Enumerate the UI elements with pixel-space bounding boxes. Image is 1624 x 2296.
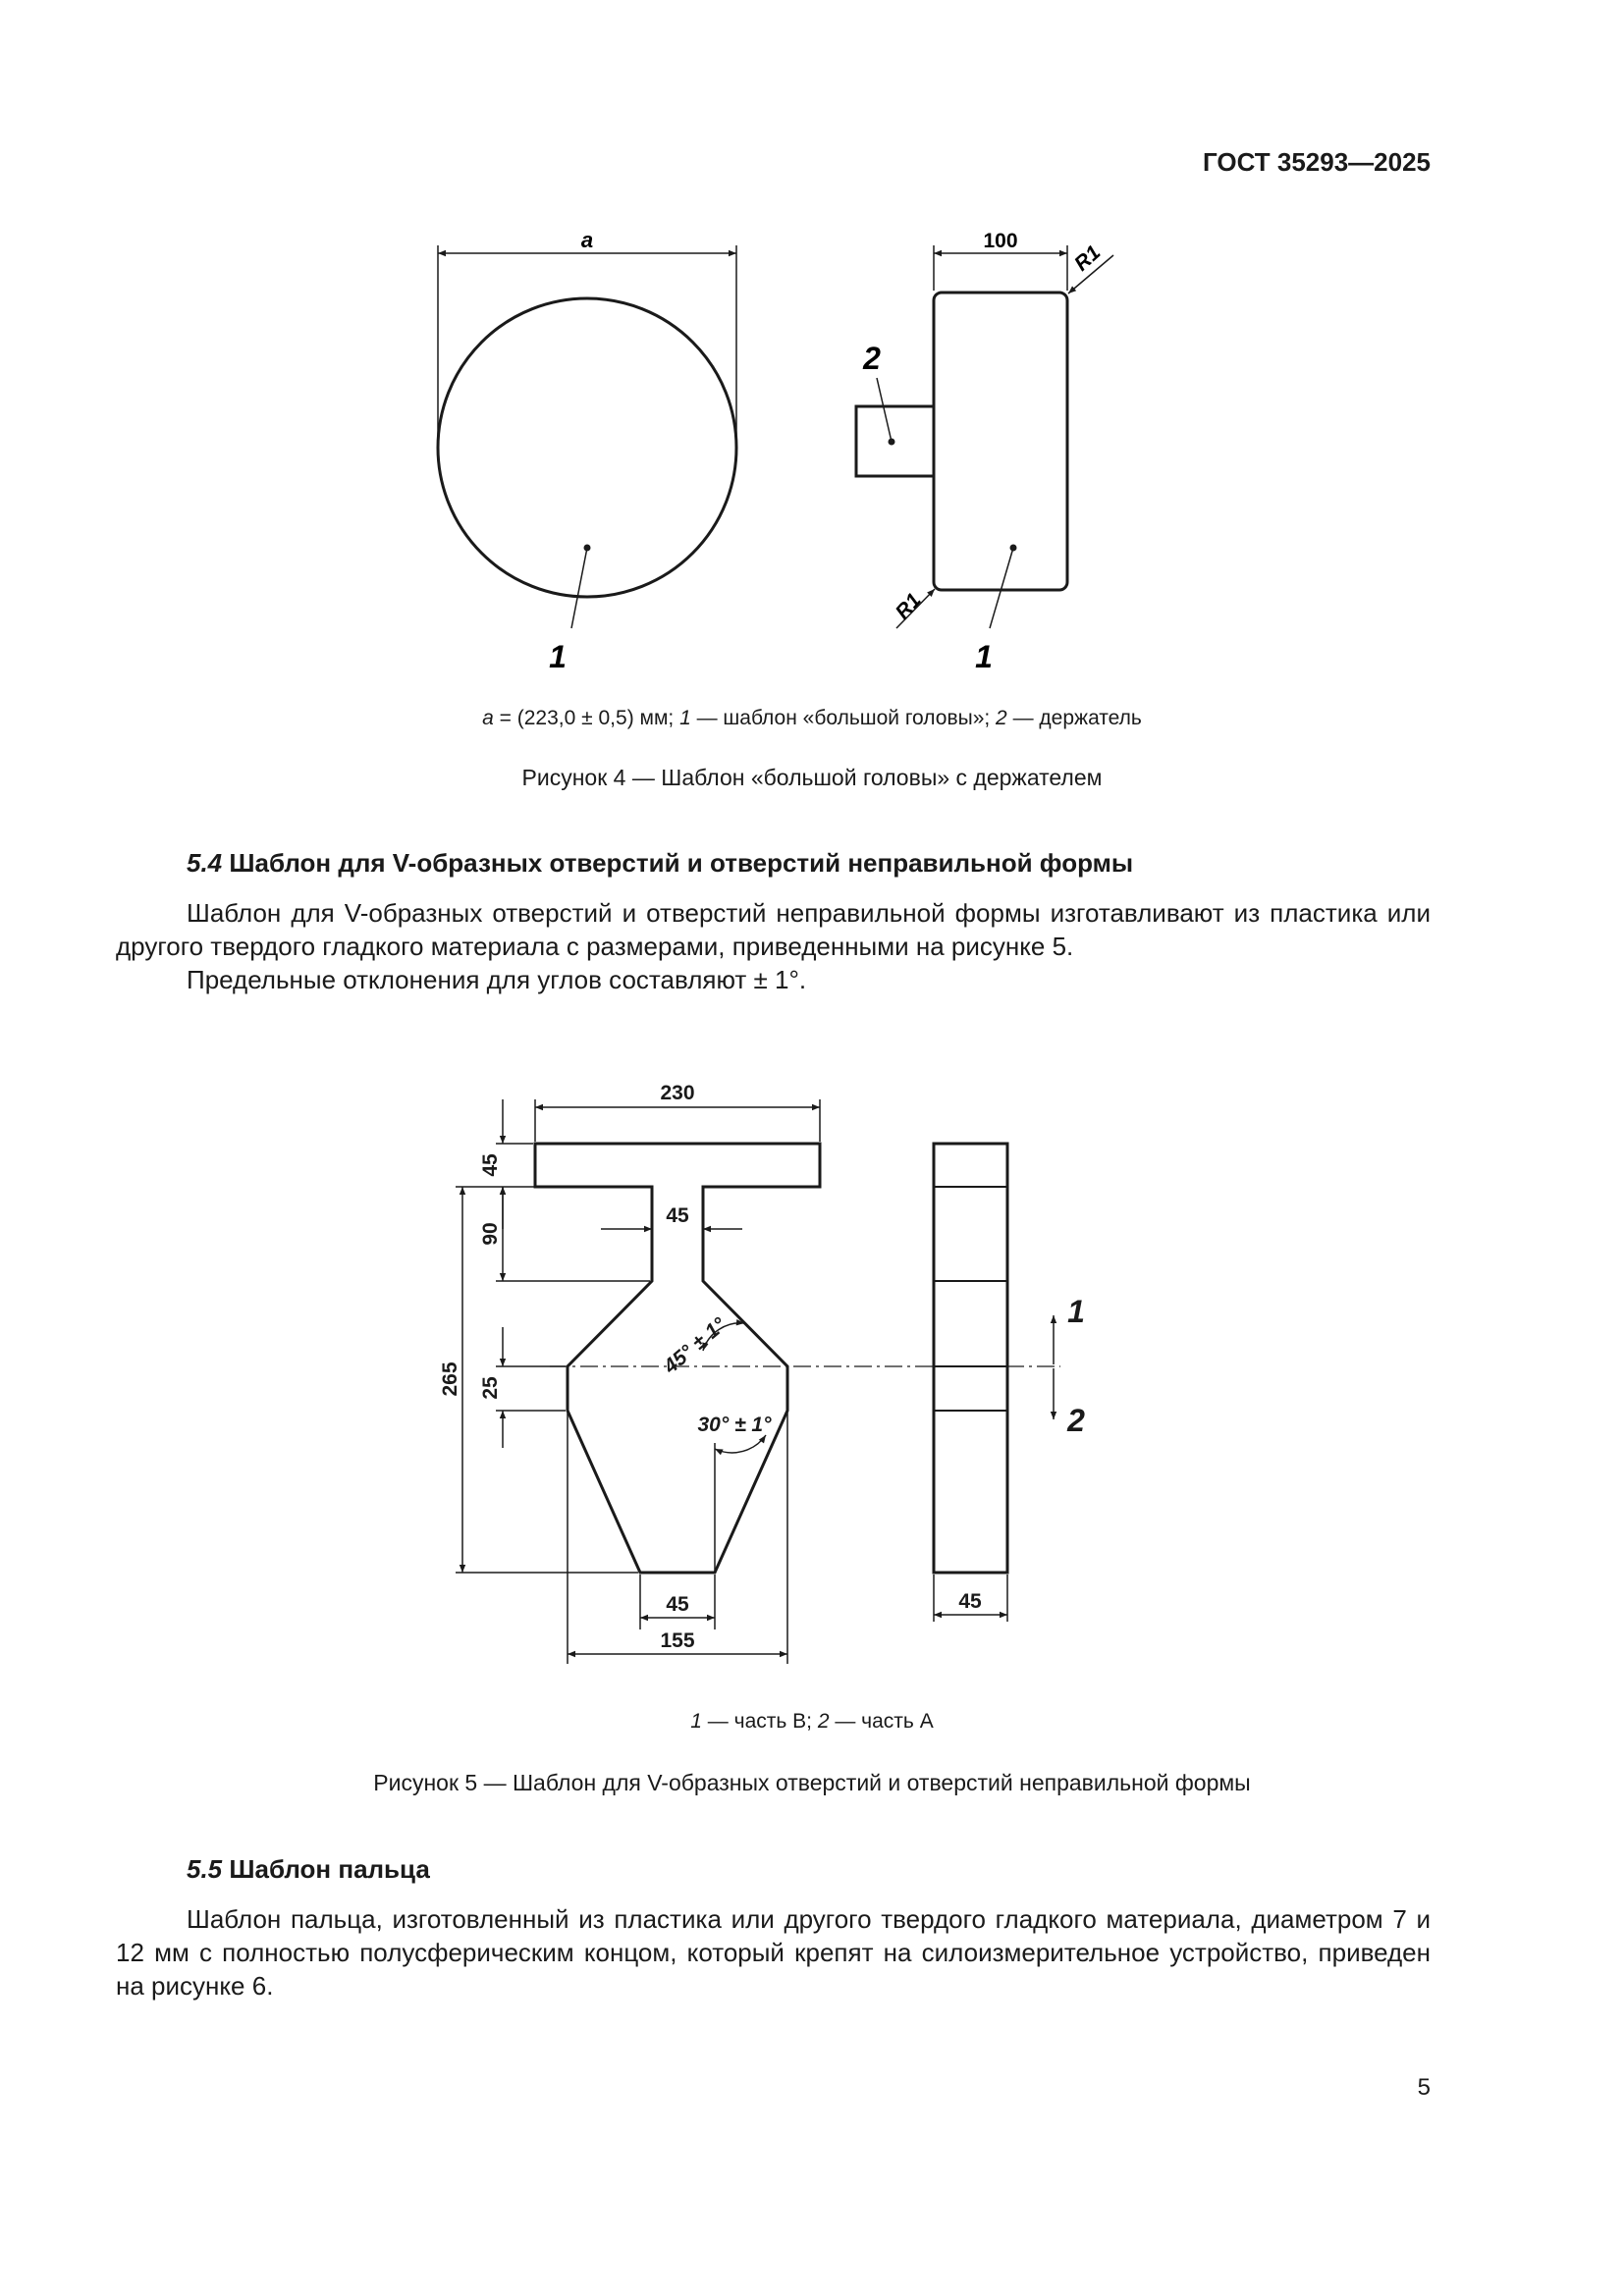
dimension-45-thickness: 45 (958, 1590, 982, 1613)
section-5-4-paragraph-2: Предельные отклонения для углов составляют ± 1°. (187, 965, 807, 994)
figure-4-legend: a = (223,0 ± 0,5) мм; 1 — шаблон «большой головы»; 2 — держатель (482, 707, 1142, 729)
holder (856, 406, 934, 476)
dimension-45-neck: 45 (666, 1204, 689, 1227)
dimension-230: 230 (660, 1082, 695, 1104)
radius-bottom-label: R1 (891, 588, 926, 624)
callout-1-right: 1 (975, 639, 993, 674)
callout-part-a: 2 (1067, 1403, 1085, 1438)
callout-1-left: 1 (549, 639, 567, 674)
dimension-a: a (580, 228, 594, 252)
side-view (934, 1144, 1007, 1573)
figure-4-title: Рисунок 4 — Шаблон «большой головы» с держателем (521, 765, 1103, 790)
page-number: 5 (1417, 2074, 1431, 2101)
dimension-25: 25 (479, 1376, 502, 1400)
figure-5-legend: 1 — часть В; 2 — часть А (690, 1710, 934, 1733)
dimension-100: 100 (983, 230, 1018, 252)
angle-45-label: 45° ± 1° (659, 1313, 731, 1378)
section-5-5-heading: 5.5 Шаблон пальца (187, 1854, 430, 1884)
dimension-45-bottom: 45 (666, 1593, 689, 1616)
big-head-template-circle (438, 298, 736, 597)
figure-4-drawing (0, 0, 1624, 707)
dimension-265: 265 (439, 1362, 461, 1397)
template-side-view (934, 293, 1067, 590)
angle-30-label: 30° ± 1° (697, 1414, 772, 1436)
document-number-header: ГОСТ 35293—2025 (1203, 147, 1431, 177)
callout-2-holder: 2 (863, 341, 881, 376)
section-5-5-paragraph-1: Шаблон пальца, изготовленный из пластика или другого твердого гладкого материала, диаметром 7 и 12 мм с полностью полусферическим концом, который крепят на силоизмерительное устройство, приведен на рисунке 6. (116, 1904, 1431, 2001)
dimension-45-top: 45 (479, 1153, 502, 1177)
radius-top-label: R1 (1069, 240, 1106, 276)
section-5-4-heading: 5.4 Шаблон для V-образных отверстий и отверстий неправильной формы (187, 848, 1134, 878)
section-5-4-paragraph-1: Шаблон для V-образных отверстий и отверстий неправильной формы изготавливают из пластика или другого твердого гладкого материала с размерами, приведенными на рисунке 5. (116, 898, 1431, 961)
callout-part-b: 1 (1067, 1294, 1085, 1329)
dimension-90: 90 (479, 1222, 502, 1246)
figure-5-title: Рисунок 5 — Шаблон для V-образных отверстий и отверстий неправильной формы (373, 1770, 1251, 1795)
figure-5-drawing (0, 1060, 1624, 1698)
dimension-155: 155 (660, 1629, 695, 1652)
